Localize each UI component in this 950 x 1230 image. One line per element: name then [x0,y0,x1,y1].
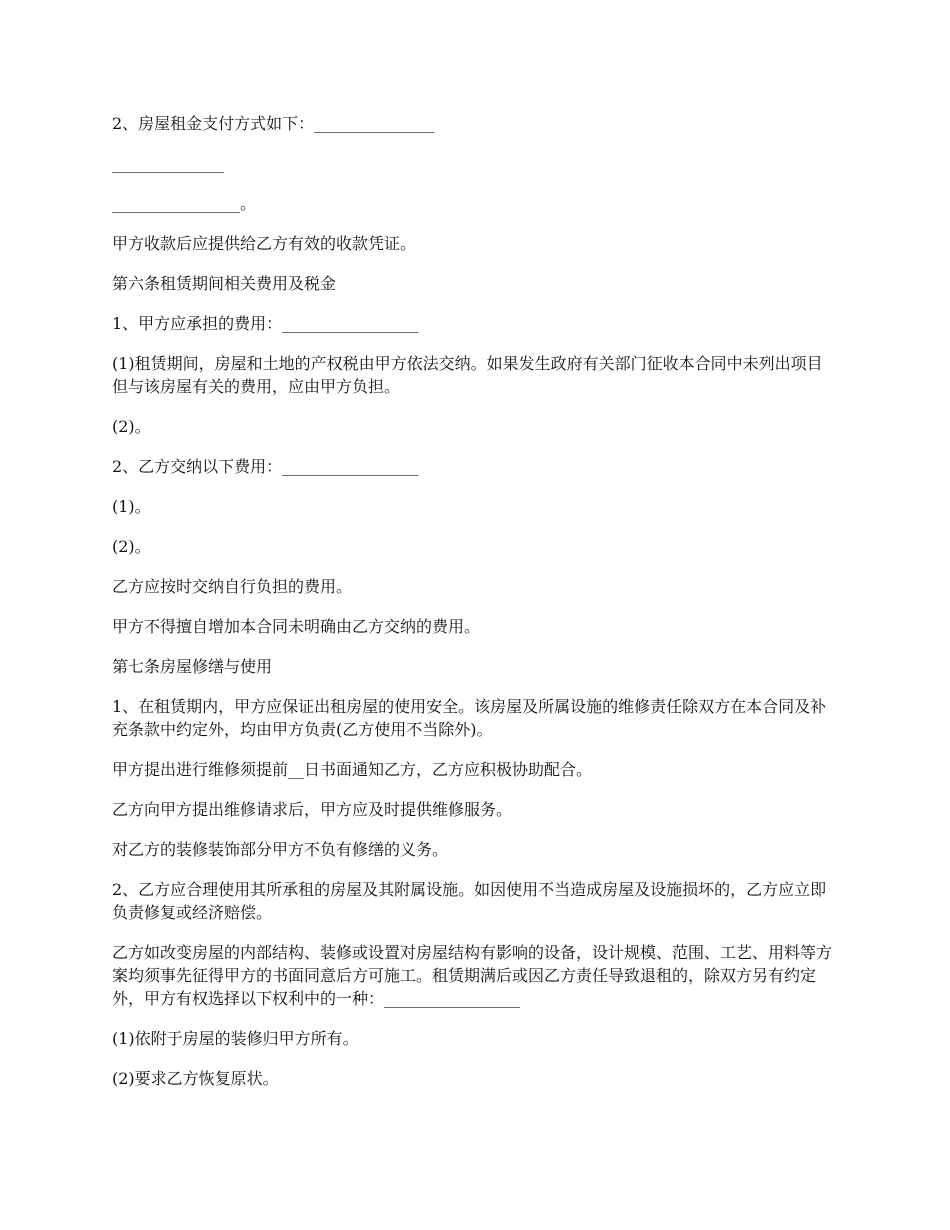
paragraph-blank-line-2: ________________。 [112,194,257,213]
paragraph-safety: 1、在租赁期内，甲方应保证出租房屋的使用安全。该房屋及所属设施的维修责任除双方在本合同及补充条款中约定外，均由甲方负责(乙方使用不当除外)。 [112,697,827,739]
paragraph-reasonable-use: 2、乙方应合理使用其所承租的房屋及其附属设施。如因使用不当造成房屋及设施损坏的，乙方应立即负责修复或经济赔偿。 [112,880,827,922]
paragraph-no-extra-fees: 甲方不得擅自增加本合同未明确由乙方交纳的费用。 [112,617,481,636]
paragraph-structure-change: 乙方如改变房屋的内部结构、装修或设置对房屋结构有影响的设备，设计规模、范围、工艺、用料等方案均须事先征得甲方的书面同意后方可施工。租赁期满后或因乙方责任导致退租的，除双方另有约定外，甲方有权选择以下权利中的一种：_________________ [112,943,833,1008]
paragraph-decoration: 对乙方的装修装饰部分甲方不负有修缮的义务。 [112,840,449,859]
paragraph-item-2b: (2)。 [112,537,151,556]
document-body [112,112,832,1107]
paragraph-repair-notice: 甲方提出进行维修须提前__日书面通知乙方，乙方应积极协助配合。 [112,760,593,779]
paragraph-item-2a: (2)。 [112,417,151,436]
section-heading-article-6: 第六条租赁期间相关费用及税金 [112,274,337,293]
section-heading-article-7: 第七条房屋修缮与使用 [112,657,273,676]
paragraph-option-2: (2)要求乙方恢复原状。 [112,1069,279,1088]
paragraph-blank-line-1: ______________ [112,154,224,173]
paragraph-rent-payment: 2、房屋租金支付方式如下：_______________ [112,114,435,133]
paragraph-item-1b: (1)。 [112,497,151,516]
paragraph-party-a-fees: 1、甲方应承担的费用：_________________ [112,314,419,333]
paragraph-repair-service: 乙方向甲方提出维修请求后，甲方应及时提供维修服务。 [112,800,513,819]
paragraph-party-b-fees: 2、乙方交纳以下费用：_________________ [112,457,419,476]
paragraph-receipt: 甲方收款后应提供给乙方有效的收款凭证。 [112,234,417,253]
paragraph-pay-on-time: 乙方应按时交纳自行负担的费用。 [112,577,353,596]
paragraph-option-1: (1)依附于房屋的装修归甲方所有。 [112,1029,359,1048]
paragraph-property-tax: (1)租赁期间，房屋和土地的产权税由甲方依法交纳。如果发生政府有关部门征收本合同中未列出项目但与该房屋有关的费用，应由甲方负担。 [112,354,823,396]
